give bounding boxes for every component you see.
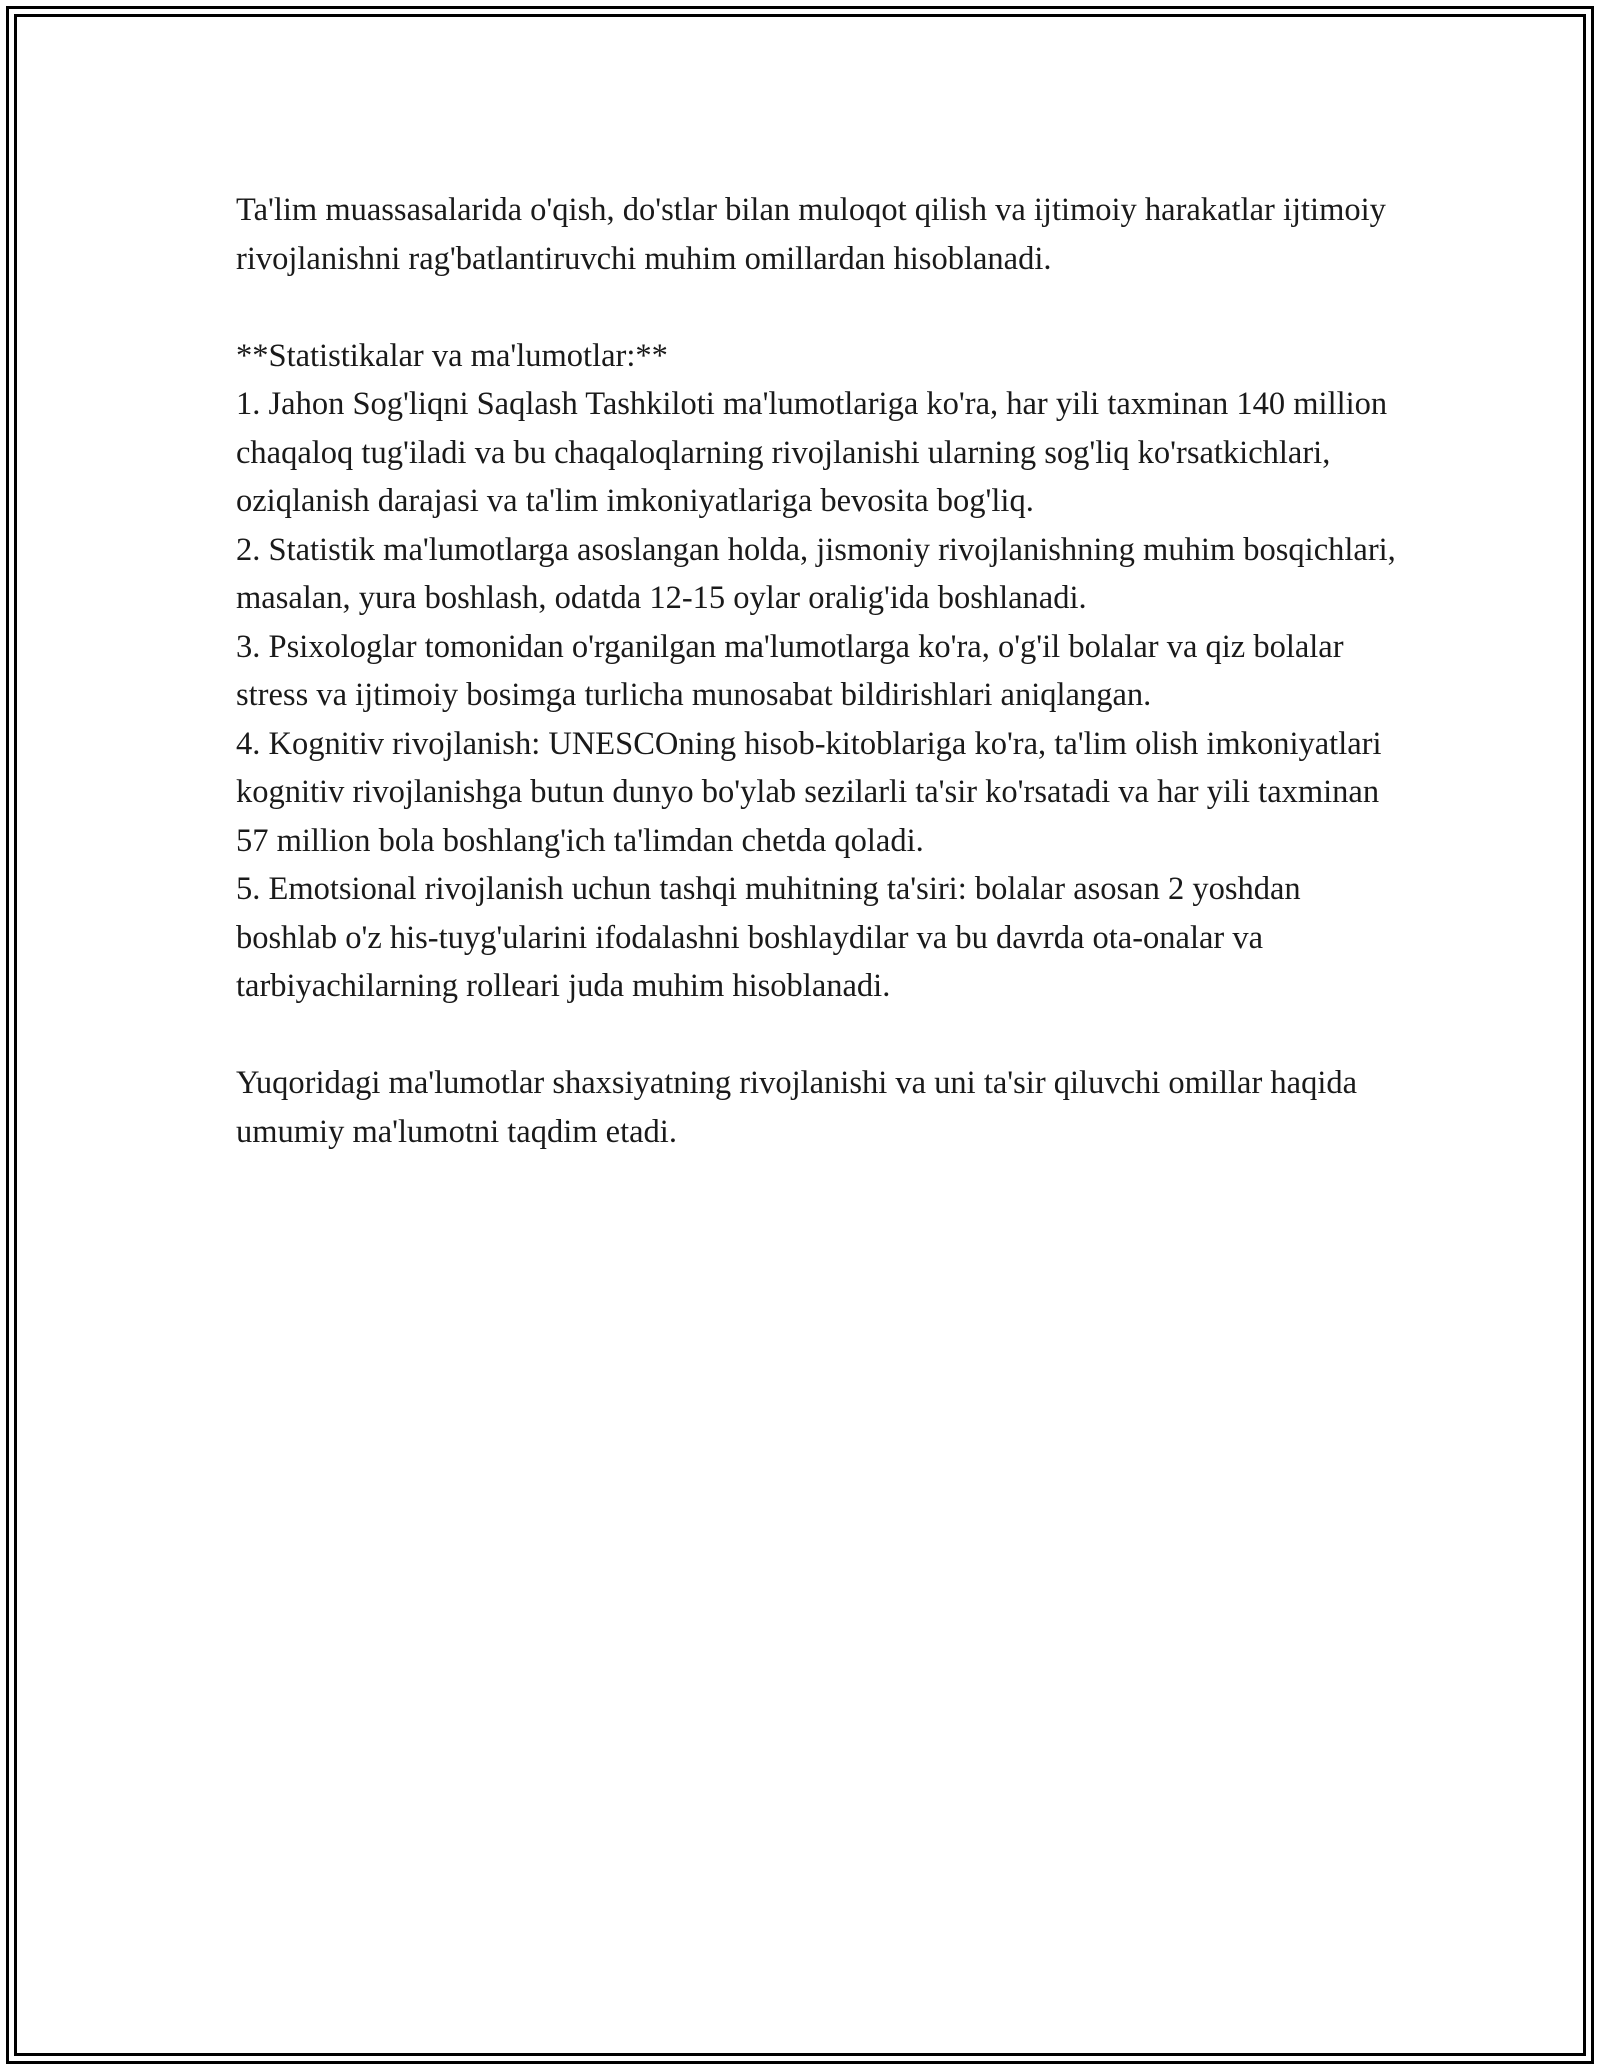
stats-item-2: 2. Statistik ma'lumotlarga asoslangan holda, jismoniy rivojlanishning muhim bosqichlari, masalan, yura boshlash, odatda 12-15 oylar oralig'ida boshlanadi. [236,531,1396,616]
stats-item-5: 5. Emotsional rivojlanish uchun tashqi muhitning ta'siri: bolalar asosan 2 yoshdan boshlab o'z his-tuyg'ularini ifodalashni boshlaydilar va bu davrda ota-onalar va tarbiyachilarning rolleari juda muhim hisoblanadi. [236,871,1301,1004]
conclusion-paragraph: Yuqoridagi ma'lumotlar shaxsiyatning rivojlanishi va uni ta'sir qiluvchi omillar haqida umumiy ma'lumotni taqdim etadi. [236,1065,1358,1150]
paragraph-gap [236,1011,1396,1060]
stats-item-3: 3. Psixologlar tomonidan o'rganilgan ma'lumotlarga ko'ra, o'g'il bolalar va qiz bolalar stress va ijtimoiy bosimga turlicha munosabat bildirishlari aniqlangan. [236,628,1344,713]
intro-paragraph: Ta'lim muassasalarida o'qish, do'stlar bilan muloqot qilish va ijtimoiy harakatlar ijtimoiy rivojlanishni rag'batlantiruvchi muhim omillardan hisoblanadi. [236,192,1386,277]
paragraph-gap [236,283,1396,332]
document-body [236,186,1396,1156]
stats-item-4: 4. Kognitiv rivojlanish: UNESCOning hisob-kitoblariga ko'ra, ta'lim olish imkoniyatlari kognitiv rivojlanishga butun dunyo bo'ylab sezilarli ta'sir ko'rsatadi va har yili taxminan 57 million bola boshlang'ich ta'limdan chetda qoladi. [236,725,1382,859]
stats-heading: **Statistikalar va ma'lumotlar:** [236,337,668,374]
stats-item-1: 1. Jahon Sog'liqni Saqlash Tashkiloti ma'lumotlariga ko'ra, har yili taxminan 140 million chaqaloq tug'iladi va bu chaqaloqlarning rivojlanishi ularning sog'liq ko'rsatkichlari, oziqlanish darajasi va ta'lim imkoniyatlariga bevosita bog'liq. [236,386,1388,519]
